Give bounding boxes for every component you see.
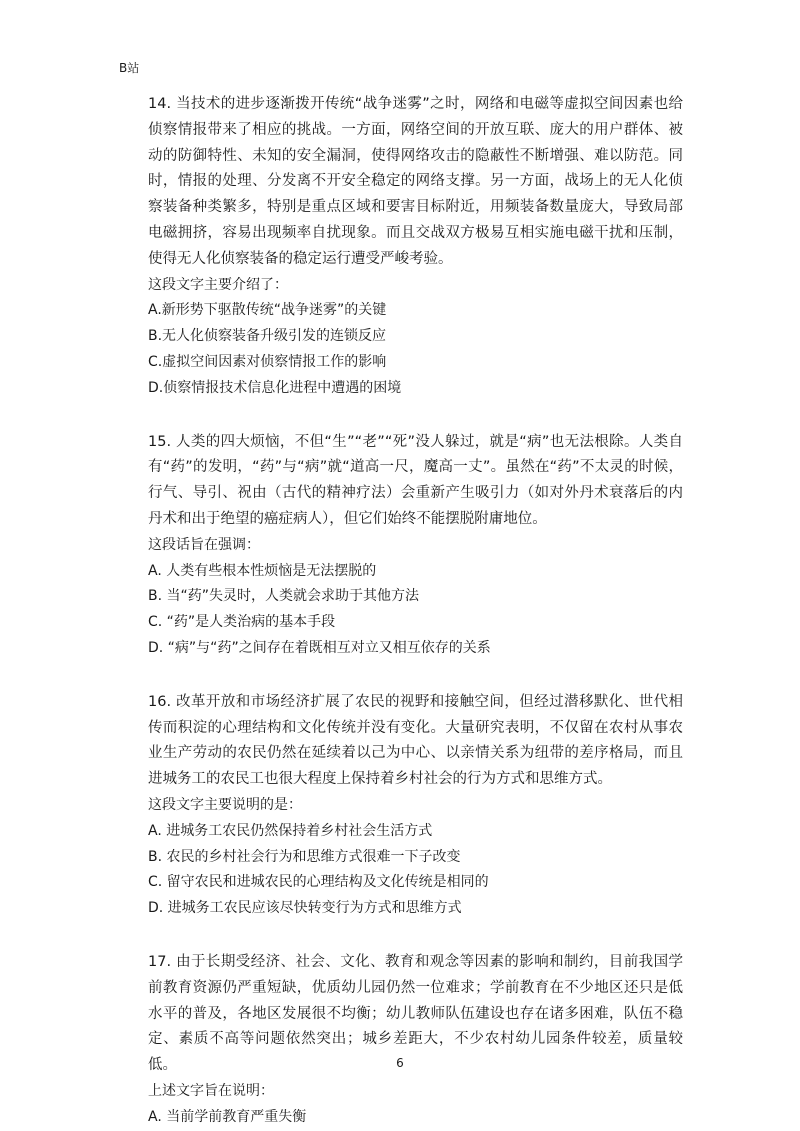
option-a: A. 人类有些根本性烦恼是无法摆脱的 bbox=[148, 562, 377, 579]
spacer bbox=[148, 922, 683, 950]
option-c: C. “药”是人类治病的基本手段 bbox=[148, 614, 336, 631]
question-15 bbox=[148, 430, 683, 662]
page-content bbox=[148, 92, 683, 1130]
spacer bbox=[148, 402, 683, 430]
question-prompt: 这段话旨在强调： bbox=[148, 536, 260, 553]
option-list bbox=[148, 559, 683, 662]
question-stem: 15. 人类的四大烦恼，不但“生”“老”“死”没人躲过，就是“病”也无法根除。人类自有“药”的发明，“药”与“病”就“道高一尺，魔高一丈”。虽然在“药”不太灵的时候，行气、导引、祝由（古代的精神疗法）会重新产生吸引力（如对外丹术衰落后的内丹术和出于绝望的癌症病人），但它们始终不能摆脱附庸地位。 bbox=[148, 433, 683, 527]
option-b: B. 农民的乡村社会行为和思维方式很难一下子改变 bbox=[148, 848, 461, 865]
page-number: 6 bbox=[396, 1056, 404, 1070]
option-b: B. 当“药”失灵时，人类就会求助于其他方法 bbox=[148, 588, 420, 605]
option-c: C.虚拟空间因素对侦察情报工作的影响 bbox=[148, 353, 387, 370]
option-list bbox=[148, 819, 683, 922]
question-prompt: 这段文字主要说明的是： bbox=[148, 796, 302, 813]
option-d: D. 进城务工农民应该尽快转变行为方式和思维方式 bbox=[148, 900, 462, 917]
option-a: A. 当前学前教育严重失衡 bbox=[148, 1108, 307, 1125]
option-b: B.无人化侦察装备升级引发的连锁反应 bbox=[148, 328, 387, 345]
question-stem: 16. 改革开放和市场经济扩展了农民的视野和接触空间，但经过潜移默化、世代相传而积淀的心理结构和文化传统并没有变化。大量研究表明，不仅留在农村从事农业生产劳动的农民仍然在延续着以己为中心、以亲情关系为纽带的差序格局，而且进城务工的农民工也很大程度上保持着乡村社会的行为方式和思维方式。 bbox=[148, 693, 683, 788]
option-d: D. “病”与“药”之间存在着既相互对立又相互依存的关系 bbox=[148, 639, 491, 656]
question-14 bbox=[148, 92, 683, 402]
option-a: A. 进城务工农民仍然保持着乡村社会生活方式 bbox=[148, 822, 433, 839]
question-17 bbox=[148, 950, 683, 1131]
option-d: D.侦察情报技术信息化进程中遭遇的困境 bbox=[148, 379, 402, 396]
question-16 bbox=[148, 690, 683, 922]
question-prompt: 上述文字旨在说明： bbox=[148, 1082, 274, 1099]
question-stem: 17. 由于长期受经济、社会、文化、教育和观念等因素的影响和制约，目前我国学前教育资源仍严重短缺，优质幼儿园仍然一位难求；学前教育在不少地区还只是低水平的普及，各地区发展很不均衡；幼儿教师队伍建设也存在诸多困难，队伍不稳定、素质不高等问题依然突出；城乡差距大，不少农村幼儿园条件较差，质量较低。 bbox=[148, 953, 683, 1074]
option-list bbox=[148, 298, 683, 401]
spacer bbox=[148, 662, 683, 690]
option-list bbox=[148, 1105, 683, 1131]
option-c: C. 留守农民和进城农民的心理结构及文化传统是相同的 bbox=[148, 874, 489, 891]
question-stem: 14. 当技术的进步逐渐拨开传统“战争迷雾”之时，网络和电磁等虚拟空间因素也给侦察情报带来了相应的挑战。一方面，网络空间的开放互联、庞大的用户群体、被动的防御特性、未知的安全漏洞，使得网络攻击的隐蔽性不断增强、难以防范。同时，情报的处理、分发离不开安全稳定的网络支撑。另一方面，战场上的无人化侦察装备种类繁多，特别是重点区域和要害目标附近，用频装备数量庞大，导致局部电磁拥挤，容易出现频率自扰现象。而且交战双方极易互相实施电磁干扰和压制，使得无人化侦察装备的稳定运行遭受严峻考验。 bbox=[148, 96, 683, 267]
option-a: A.新形势下驱散传统“战争迷雾”的关键 bbox=[148, 302, 387, 319]
page-header: B站 bbox=[119, 61, 140, 75]
question-prompt: 这段文字主要介绍了： bbox=[148, 276, 288, 293]
